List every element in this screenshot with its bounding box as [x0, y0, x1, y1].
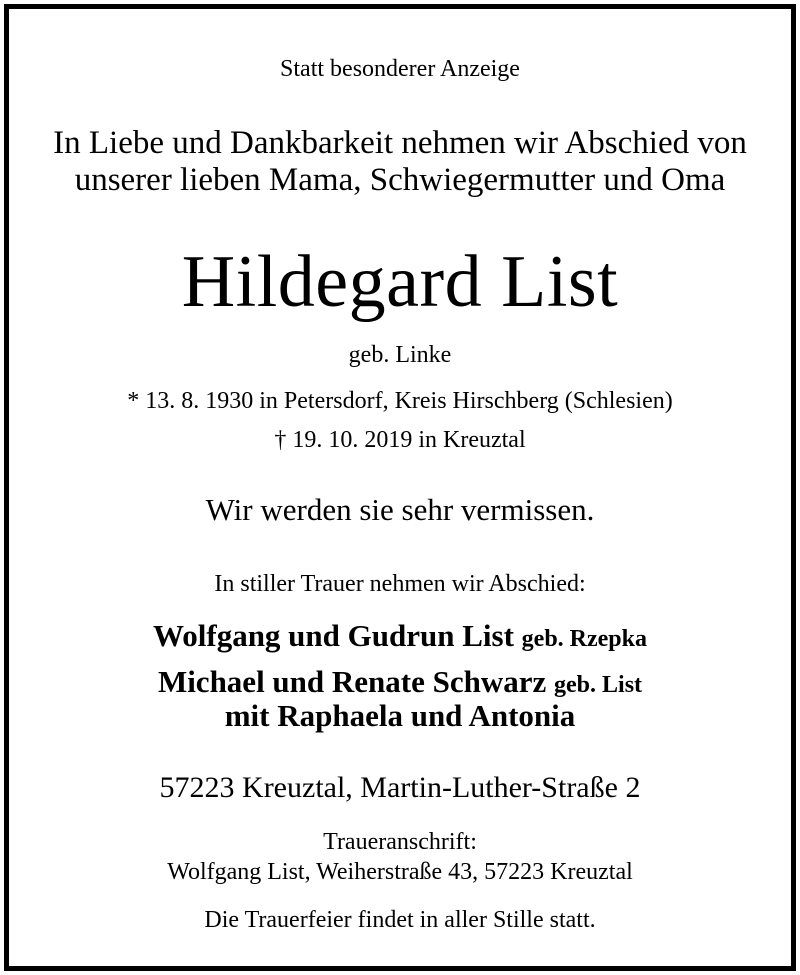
mourning-line: In stiller Trauer nehmen wir Abschied: [214, 571, 586, 597]
mourner-names: mit Raphaela und Antonia [224, 698, 576, 733]
mourner-names: Wolfgang und Gudrun List [152, 618, 514, 653]
mourner-line [9, 700, 791, 731]
birth-info: * 13. 8. 1930 in Petersdorf, Kreis Hirschberg (Schlesien) [127, 388, 673, 414]
notice-header: Statt besonderer Anzeige [280, 56, 520, 82]
mourner-note: geb. List [554, 672, 643, 698]
correspondence-label: Traueranschrift: [323, 829, 477, 855]
intro-line-2: unserer lieben Mama, Schwiegermutter und Oma [74, 162, 726, 198]
notice-frame [4, 4, 796, 971]
maiden-name: geb. Linke [348, 342, 452, 368]
mourner-names: Michael und Renate Schwarz [157, 664, 547, 699]
correspondence-address: Wolfgang List, Weiherstraße 43, 57223 Kreuztal [167, 859, 633, 885]
mourner-line [9, 666, 791, 697]
mourner-line [9, 620, 791, 651]
motto: Wir werden sie sehr vermissen. [205, 492, 595, 527]
death-info: † 19. 10. 2019 in Kreuztal [274, 427, 526, 453]
closing-note: Die Trauerfeier findet in aller Stille statt. [204, 907, 596, 933]
mourner-note: geb. Rzepka [521, 626, 648, 652]
intro-line-1: In Liebe und Dankbarkeit nehmen wir Abschied von [53, 125, 747, 161]
deceased-name: Hildegard List [181, 241, 619, 323]
family-address: 57223 Kreuztal, Martin-Luther-Straße 2 [159, 771, 641, 804]
